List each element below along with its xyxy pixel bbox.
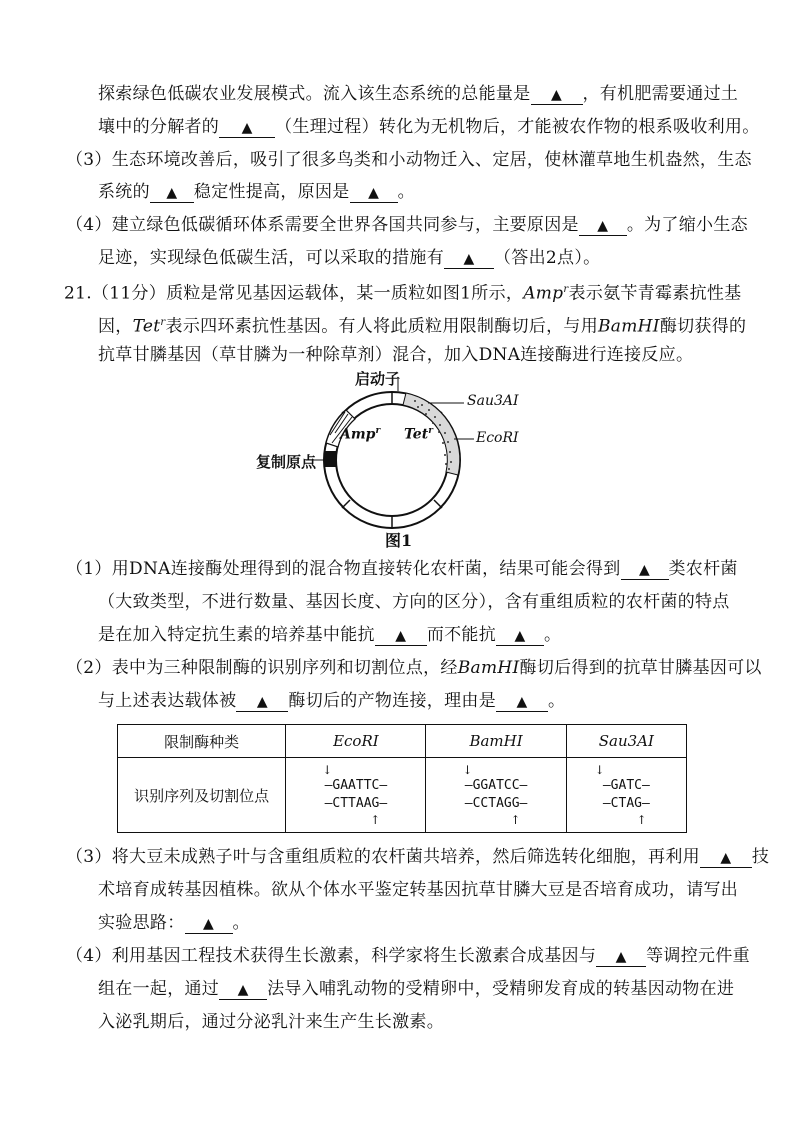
text-line-6: 足迹，实现绿色低碳生活，可以采取的措施有 ▲ （答出2点）。 [98, 248, 601, 268]
ori-block [324, 451, 336, 467]
text-line-2: 壤中的分解者的 ▲ （生理过程）转化为无机物后，才能被农作物的根系吸收利用。 [98, 117, 760, 137]
question-21-3-line3: 实验思路： ▲ 。 [98, 913, 250, 933]
table-header-bamhi: BamHI [426, 725, 566, 758]
question-21-stem-2: 因，Tet$^r$表示四环素抗性基因。有人将此质粒用限制酶切后，与用BamHI酶切获得的 [98, 316, 747, 337]
cut-arrow-down: ↓ [462, 763, 473, 777]
sequence-bottom: —CTTAAG— [324, 796, 388, 811]
answer-blank[interactable]: ▲ [375, 627, 427, 646]
answer-blank[interactable]: ▲ [579, 217, 627, 236]
sequence-top: —GGATCC— [464, 778, 528, 793]
question-21-stem: 21.（11分）质粒是常见基因运载体，某一质粒如图1所示，Amp$^r$表示氨苄青霉素抗性基 [64, 283, 742, 304]
cut-arrow-down: ↓ [322, 763, 333, 777]
cut-arrow-up: ↑ [636, 813, 647, 827]
answer-blank[interactable]: ▲ [219, 119, 275, 138]
answer-blank[interactable]: ▲ [236, 693, 288, 712]
table-header-row [118, 725, 687, 758]
table-sequence-row [118, 758, 687, 833]
question-4: （4）建立绿色低碳循环体系需要全世界各国共同参与，主要原因是 ▲ 。为了缩小生态 [66, 215, 748, 235]
ori-label: 复制原点 [256, 453, 317, 471]
answer-blank[interactable]: ▲ [150, 184, 194, 203]
table-cell-bamhi [426, 758, 566, 833]
question-21-4: （4）利用基因工程技术获得生长激素，科学家将生长激素合成基因与 ▲ 等调控元件重 [66, 946, 750, 966]
text-line-4: 系统的 ▲ 稳定性提高，原因是 ▲ 。 [98, 182, 415, 202]
answer-blank[interactable]: ▲ [444, 250, 494, 269]
cut-arrow-up: ↑ [510, 813, 521, 827]
question-21-3: （3）将大豆未成熟子叶与含重组质粒的农杆菌共培养，然后筛选转化细胞，再利用 ▲ 技 [66, 847, 770, 867]
cut-arrow-down: ↓ [594, 763, 605, 777]
sequence-bottom: —CCTAGG— [464, 796, 528, 811]
sequence-top: —GAATTC— [324, 778, 388, 793]
answer-blank[interactable]: ▲ [596, 948, 646, 967]
question-21-4-line2: 组在一起，通过 ▲ 法导入哺乳动物的受精卵中，受精卵发育成的转基因动物在进 [98, 979, 735, 999]
amp-label: Amp$^r$ [340, 426, 381, 443]
answer-blank[interactable]: ▲ [219, 981, 267, 1000]
question-21-1: （1）用DNA连接酶处理得到的混合物直接转化农杆菌，结果可能会得到 ▲ 类农杆菌 [66, 559, 738, 579]
tet-label: Tet$^r$ [404, 426, 433, 443]
question-21-stem-3: 抗草甘膦基因（草甘膦为一种除草剂）混合，加入DNA连接酶进行连接反应。 [98, 345, 694, 365]
question-21-1-line2: （大致类型，不进行数量、基因长度、方向的区分），含有重组质粒的农杆菌的特点 [98, 592, 730, 612]
answer-blank[interactable]: ▲ [185, 915, 233, 934]
table-header-sau3ai: Sau3AI [566, 725, 686, 758]
table-header-label: 限制酶种类 [118, 725, 286, 758]
answer-blank[interactable]: ▲ [496, 693, 548, 712]
cut-arrow-up: ↑ [370, 813, 381, 827]
answer-blank[interactable]: ▲ [531, 86, 583, 105]
table-header-ecori: EcoRI [286, 725, 426, 758]
question-3: （3）生态环境改善后，吸引了很多鸟类和小动物迁入、定居，使林灌草地生机盎然，生态 [66, 150, 752, 170]
sau3ai-label: Sau3AI [467, 393, 519, 409]
table-cell-sau3ai [566, 758, 686, 833]
answer-blank[interactable]: ▲ [350, 184, 398, 203]
question-21-4-line3: 入泌乳期后，通过分泌乳汁来生产生长激素。 [98, 1012, 444, 1032]
question-21-1-line3: 是在加入特定抗生素的培养基中能抗 ▲ 而不能抗 ▲ 。 [98, 625, 562, 645]
promoter-label: 启动子 [355, 370, 401, 388]
table-row-label: 识别序列及切割位点 [118, 758, 286, 833]
answer-blank[interactable]: ▲ [621, 561, 669, 580]
sequence-top: —GATC— [602, 778, 650, 793]
answer-blank[interactable]: ▲ [700, 849, 752, 868]
enzyme-table [117, 724, 687, 833]
text-line-1: 探索绿色低碳农业发展模式。流入该生态系统的总能量是 ▲ ，有机肥需要通过土 [98, 84, 739, 104]
figure-caption: 图1 [385, 531, 413, 550]
ecori-label: EcoRI [476, 430, 519, 446]
question-21-2: （2）表中为三种限制酶的识别序列和切割位点，经BamHI酶切后得到的抗草甘膦基因可以 [66, 658, 762, 678]
table-cell-ecori [286, 758, 426, 833]
question-21-3-line2: 术培育成转基因植株。欲从个体水平鉴定转基因抗草甘膦大豆是否培育成功，请写出 [98, 880, 739, 900]
question-21-2-line2: 与上述表达载体被 ▲ 酶切后的产物连接，理由是 ▲ 。 [98, 691, 566, 711]
sequence-bottom: —CTAG— [602, 796, 650, 811]
answer-blank[interactable]: ▲ [496, 627, 544, 646]
